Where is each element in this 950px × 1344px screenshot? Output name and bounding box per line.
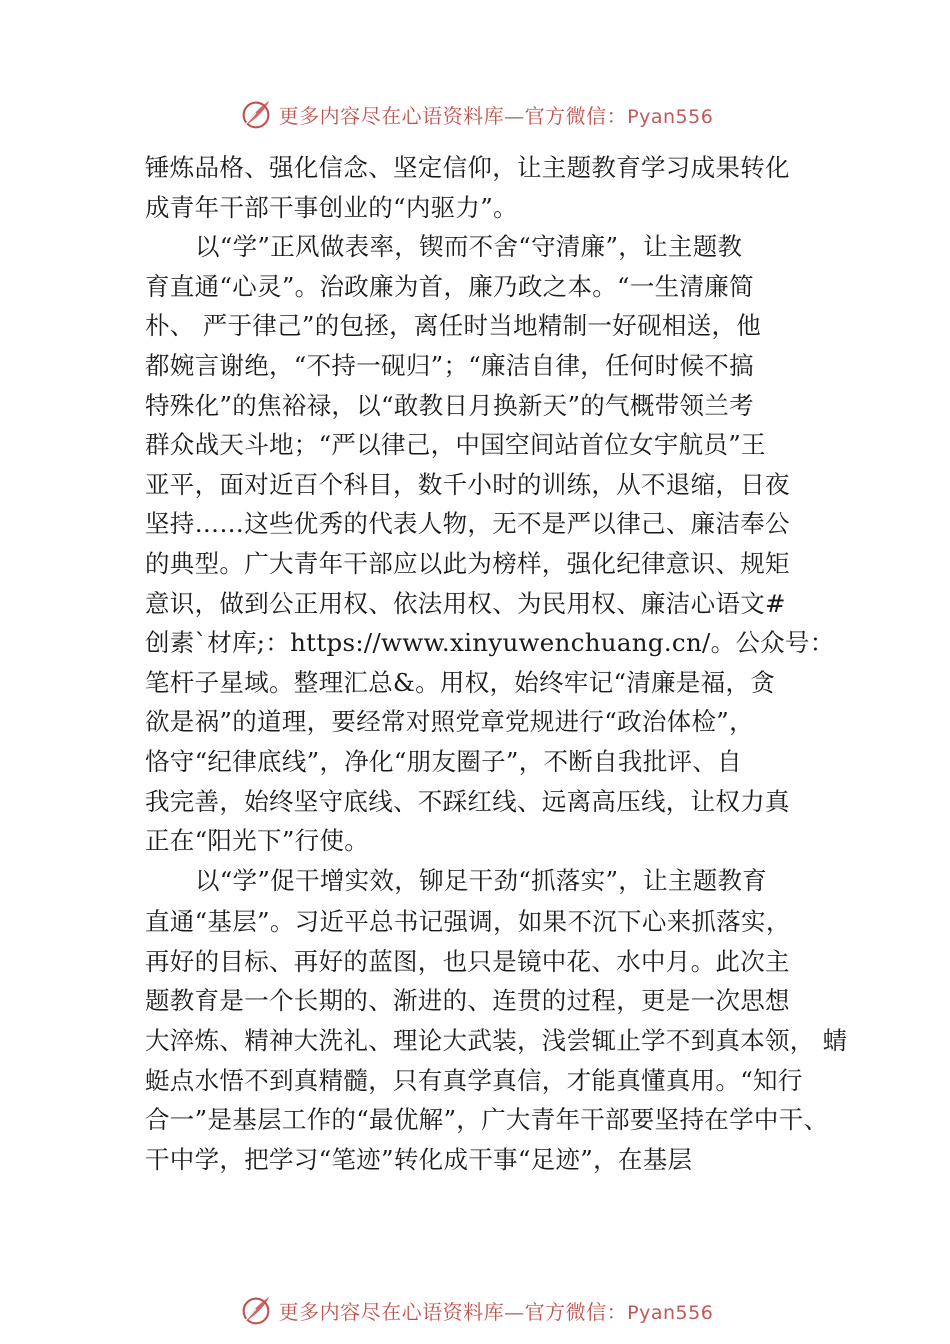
text-line: 正在“阳光下”行使。 bbox=[145, 826, 370, 856]
text-line: 特殊化”的焦裕禄，以“敢教日月换新天”的气概带领兰考 bbox=[145, 390, 754, 420]
text-line: 都婉言谢绝，“不持一砚归”；“廉洁自律，任何时候不搞 bbox=[145, 350, 754, 380]
watermark-separator: — bbox=[504, 103, 525, 128]
text-line: 成青年干部干事创业的“内驱力”。 bbox=[145, 192, 518, 222]
text-line: 意识，做到公正用权、依法用权、为民用权、廉洁心语文# bbox=[145, 588, 786, 618]
watermark-suffix: 官方微信： bbox=[524, 103, 628, 128]
watermark-id: Pyan556 bbox=[627, 1301, 714, 1324]
text-line: 育直通“心灵”。治政廉为首，廉乃政之本。“一生清廉简 bbox=[145, 271, 754, 301]
quill-logo-icon bbox=[237, 95, 275, 133]
watermark-prefix: 更多内容尽在心语资料库 bbox=[278, 103, 505, 128]
paragraph bbox=[145, 902, 848, 1179]
quill-logo-icon bbox=[237, 1291, 275, 1329]
text-line: 再好的目标、再好的蓝图，也只是镜中花、水中月。此次主 bbox=[145, 946, 790, 976]
text-line: 大淬炼、精神大洗礼、理论大武装，浅尝辄止学不到真本领， 蜻 bbox=[145, 1026, 848, 1056]
text-line: 恪守“纪律底线”，净化“朋友圈子”，不断自我批评、自 bbox=[145, 746, 742, 776]
watermark-prefix: 更多内容尽在心语资料库 bbox=[278, 1299, 505, 1324]
text-line: 朴、 严于律己”的包拯，离任时当地精制一好砚相送，他 bbox=[145, 311, 762, 341]
text-line: 我完善，始终坚守底线、不踩红线、远离高压线，让权力真 bbox=[145, 786, 790, 816]
text-line: 以“学”促干增实效，铆足干劲“抓落实”，让主题教育 bbox=[195, 865, 768, 895]
text-line: 群众战天斗地；“严以律己，中国空间站首位女宇航员”王 bbox=[145, 430, 766, 460]
watermark-text bbox=[279, 1296, 714, 1325]
watermark-header bbox=[0, 94, 950, 134]
text-line: 题教育是一个长期的、渐进的、连贯的过程，更是一次思想 bbox=[145, 986, 790, 1016]
paragraph bbox=[145, 148, 825, 227]
text-line: 干中学，把学习“笔迹”转化成干事“足迹”，在基层 bbox=[145, 1144, 693, 1174]
text-line: 创素`材库;：https://www.xinyuwenchuang.cn/。公众号： bbox=[145, 628, 835, 658]
text-line: 笔杆子星域。整理汇总&。用权，始终牢记“清廉是福，贪 bbox=[145, 667, 776, 697]
text-line: 坚持……这些优秀的代表人物，无不是严以律己、廉洁奉公 bbox=[145, 509, 790, 539]
text-line: 的典型。广大青年干部应以此为榜样，强化纪律意识、规矩 bbox=[145, 548, 790, 578]
watermark-id: Pyan556 bbox=[627, 105, 714, 128]
text-line: 锤炼品格、强化信念、坚定信仰，让主题教育学习成果转化 bbox=[145, 153, 790, 182]
text-line: 合一”是基层工作的“最优解”，广大青年干部要坚持在学中干、 bbox=[145, 1105, 829, 1135]
text-line: 欲是祸”的道理，要经常对照党章党规进行“政治体检”， bbox=[145, 707, 754, 737]
text-line: 直通“基层”。习近平总书记强调，如果不沉下心来抓落实， bbox=[145, 907, 791, 937]
paragraph bbox=[145, 861, 825, 901]
watermark-text bbox=[279, 100, 714, 129]
text-line: 以“学”正风做表率，锲而不舍“守清廉”，让主题教 bbox=[195, 232, 743, 262]
document-body bbox=[145, 148, 848, 1179]
watermark-footer bbox=[0, 1290, 950, 1330]
watermark-separator: — bbox=[504, 1299, 525, 1324]
text-line: 蜓点水悟不到真精髓，只有真学真信，才能真懂真用。“知行 bbox=[145, 1065, 803, 1095]
text-line: 亚平，面对近百个科目，数千小时的训练，从不退缩，日夜 bbox=[145, 469, 790, 499]
paragraph bbox=[145, 227, 835, 861]
watermark-suffix: 官方微信： bbox=[524, 1299, 628, 1324]
